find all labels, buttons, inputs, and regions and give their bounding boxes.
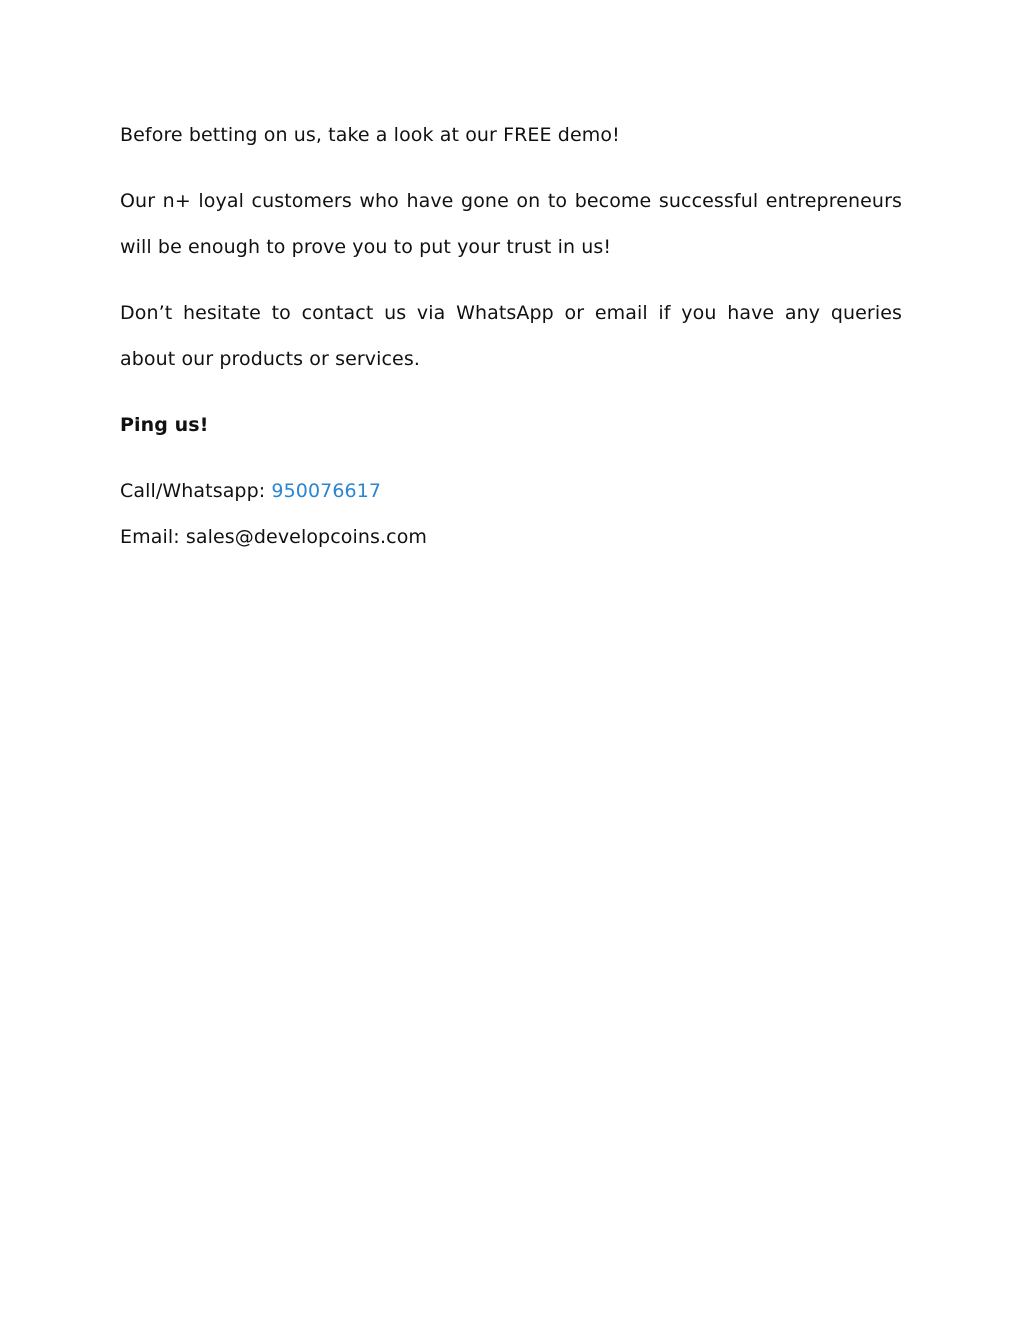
email-value: sales@developcoins.com	[185, 526, 428, 548]
contact-us-paragraph: Don’t hesitate to contact us via WhatsApp or email if you have any queries about our products or services.	[120, 302, 902, 370]
document-page	[120, 112, 902, 560]
phone-line	[120, 468, 902, 514]
customers-paragraph: Our n+ loyal customers who have gone on to become successful entrepreneurs will be enough to prove you to put your trust in us!	[120, 190, 902, 258]
demo-paragraph: Before betting on us, take a look at our FREE demo!	[120, 124, 620, 146]
phone-link[interactable]: 950076617	[271, 480, 382, 502]
email-line	[120, 514, 902, 560]
email-label: Email:	[120, 526, 186, 548]
phone-label: Call/Whatsapp:	[120, 480, 272, 502]
ping-us-heading: Ping us!	[120, 414, 209, 436]
